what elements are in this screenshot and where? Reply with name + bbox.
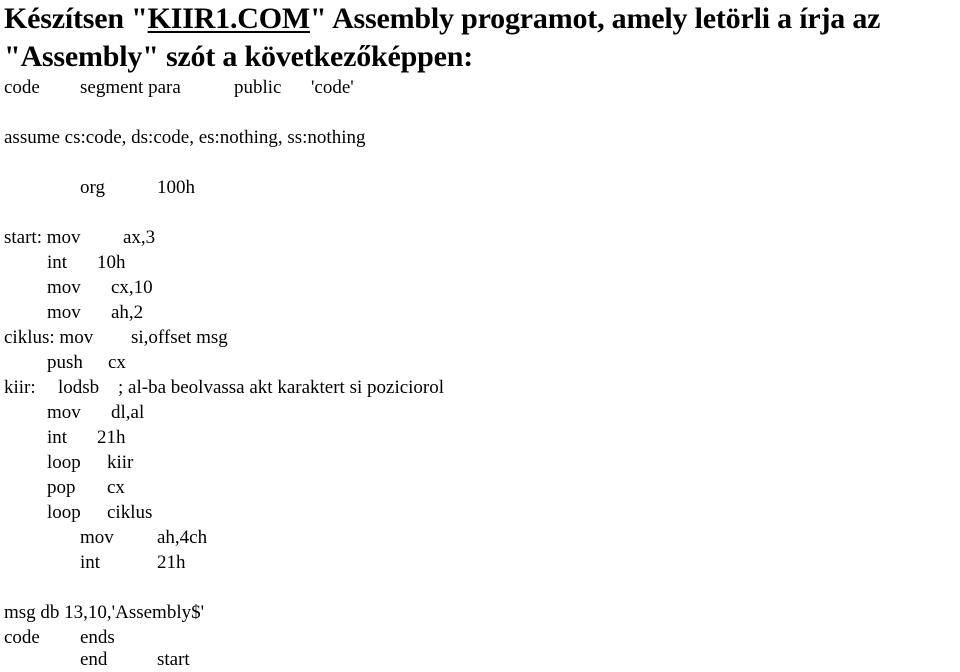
code-token: ciklus: mov <box>4 327 94 348</box>
code-token: kiir <box>107 452 134 473</box>
code-token: code <box>4 627 40 648</box>
code-token: 21h <box>97 427 126 448</box>
code-token: int <box>80 552 101 573</box>
code-token: end <box>80 649 108 670</box>
heading-text-end: " Assembly programot, amely letörli a írja az "Assembly" szót a következőképpen: <box>4 2 881 73</box>
code-token: loop <box>47 502 81 523</box>
task-heading <box>4 0 960 76</box>
code-token: lodsb <box>58 377 100 398</box>
code-token: cx <box>107 477 125 498</box>
code-token: si,offset msg <box>131 327 228 348</box>
code-token: msg db 13,10,'Assembly$' <box>4 602 205 623</box>
code-token: code <box>4 77 40 98</box>
code-token: mov <box>47 277 81 298</box>
code-token: ax,3 <box>123 227 156 248</box>
heading-text-start: Készítsen " <box>4 2 148 35</box>
code-token: int <box>47 427 68 448</box>
code-token: kiir: <box>4 377 36 398</box>
code-token: mov <box>47 302 81 323</box>
program-name-link[interactable]: KIIR1.COM <box>147 2 310 35</box>
code-token: ends <box>80 627 115 648</box>
code-token: ah,2 <box>111 302 144 323</box>
code-token: 10h <box>97 252 126 273</box>
code-token: push <box>47 352 83 373</box>
code-token: mov <box>80 527 114 548</box>
code-token: pop <box>47 477 76 498</box>
code-token: segment para <box>80 77 181 98</box>
code-token: 21h <box>157 552 186 573</box>
code-token: 100h <box>157 177 195 198</box>
code-token: mov <box>47 402 81 423</box>
code-token: cx,10 <box>111 277 153 298</box>
code-token: ah,4ch <box>157 527 208 548</box>
code-token: 'code' <box>311 77 354 98</box>
code-token: org <box>80 177 105 198</box>
code-token: loop <box>47 452 81 473</box>
code-token: cx <box>108 352 126 373</box>
code-token: public <box>234 77 282 98</box>
code-token: start: mov <box>4 227 81 248</box>
code-comment: ; al-ba beolvassa akt karaktert si poziciorol <box>118 377 445 398</box>
code-token: int <box>47 252 68 273</box>
code-token: start <box>157 649 190 670</box>
code-token: dl,al <box>111 402 145 423</box>
code-token: assume cs:code, ds:code, es:nothing, ss:nothing <box>4 127 366 148</box>
code-token: ciklus <box>107 502 153 523</box>
